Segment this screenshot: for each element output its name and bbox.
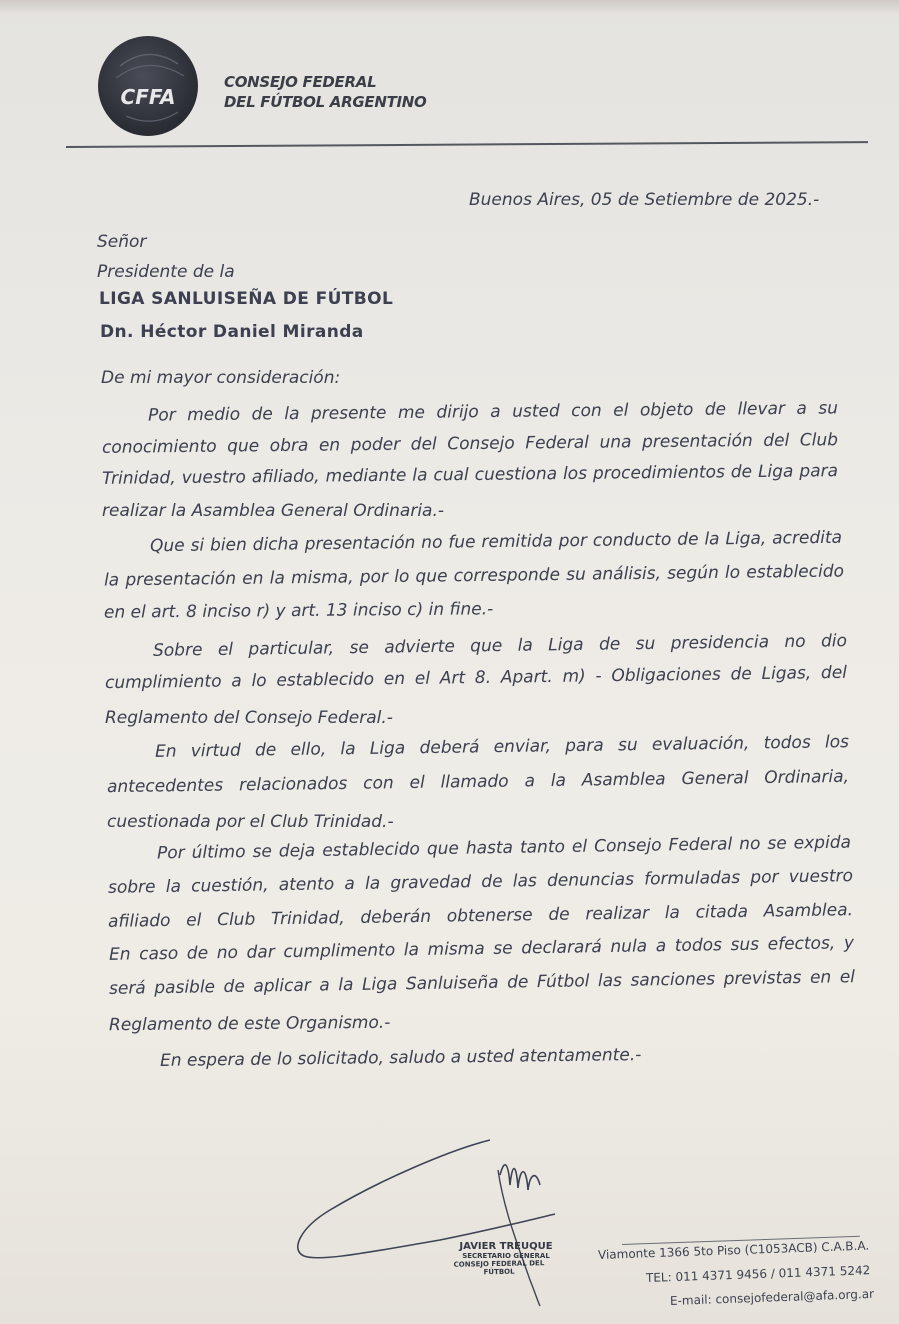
p2-line-1: Que si bien dicha presentación no fue remitida por conducto de la Liga, acredita <box>149 527 843 557</box>
cffa-logo <box>98 36 198 136</box>
footer-address: Viamonte 1366 5to Piso (C1053ACB) C.A.B.A. <box>597 1238 870 1262</box>
signatory-block <box>453 1241 556 1277</box>
page-edge-shadow <box>0 0 899 14</box>
p2-line-2: la presentación en la misma, por lo que corresponde su análisis, según lo establecido <box>103 561 845 591</box>
org-line-1: CONSEJO FEDERAL <box>224 73 377 91</box>
logo-lettering: CFFA <box>120 85 176 109</box>
handwritten-signature <box>290 1130 570 1310</box>
p4-line-2: antecedentes relacionados con el llamado a la Asamblea General Ordinaria, <box>106 766 850 798</box>
p5-line-4: En caso de no dar cumplimento la misma se declarará nula a todos sus efectos, y <box>108 933 855 965</box>
p1-line-2: conocimiento que obra en poder del Consejo Federal una presentación del Club <box>101 430 839 458</box>
signatory-title: SECRETARIO GENERAL <box>462 1252 550 1260</box>
recipient-line-2: Presidente de la <box>97 262 235 282</box>
p5-line-3: afiliado el Club Trinidad, deberán obtenerse de realizar la citada Asamblea. <box>107 900 854 932</box>
recipient-line-1: Señor <box>97 232 147 252</box>
letter-date: Buenos Aires, 05 de Setiembre de 2025.- <box>469 190 820 210</box>
p5-line-5: será pasible de aplicar a la Liga Sanluiseña de Fútbol las sanciones previstas en el <box>108 967 856 999</box>
signatory-name: JAVIER TREUQUE <box>459 1241 553 1252</box>
p5-line-6: Reglamento de este Organismo.- <box>108 1012 391 1036</box>
footer-email: E-mail: consejofederal@afa.org.ar <box>669 1286 875 1308</box>
p1-line-1: Por medio de la presente me dirijo a usted con el objeto de llevar a su <box>147 398 839 426</box>
p5-line-1: Por último se deja establecido que hasta tanto el Consejo Federal no se expida <box>156 832 852 864</box>
p4-line-3: cuestionada por el Club Trinidad.- <box>107 812 394 832</box>
org-line-2: DEL FÚTBOL ARGENTINO <box>224 93 427 111</box>
footer-phone: TEL: 011 4371 9456 / 011 4371 5242 <box>645 1263 871 1285</box>
salutation: De mi mayor consideración: <box>101 368 341 388</box>
p3-line-3: Reglamento del Consejo Federal.- <box>105 708 393 728</box>
recipient-name: Dn. Héctor Daniel Miranda <box>100 322 364 342</box>
letterhead-org-name <box>224 72 427 112</box>
p3-line-1: Sobre el particular, se advierte que la Liga de su presidencia no dio <box>152 631 848 661</box>
p1-line-4: realizar la Asamblea General Ordinaria.- <box>102 501 444 521</box>
p2-line-3: en el art. 8 inciso r) y art. 13 inciso c) in fine.- <box>103 599 494 623</box>
p3-line-2: cumplimiento a lo establecido en el Art 8. Apart. m) - Obligaciones de Ligas, del <box>104 662 848 694</box>
recipient-league: LIGA SANLUISEÑA DE FÚTBOL <box>99 289 394 309</box>
signatory-org: CONSEJO FEDERAL DEL FÚTBOL <box>453 1259 545 1277</box>
closing-line: En espera de lo solicitado, saludo a usted atentamente.- <box>159 1045 642 1071</box>
p4-line-1: En virtud de ello, la Liga deberá enviar, para su evaluación, todos los <box>154 732 850 762</box>
p1-line-3: Trinidad, vuestro afiliado, mediante la cual cuestiona los procedimientos de Liga para <box>101 461 839 489</box>
p5-line-2: sobre la cuestión, atento a la gravedad de las denuncias formuladas por vuestro <box>107 866 854 898</box>
letterhead-divider <box>66 141 868 148</box>
